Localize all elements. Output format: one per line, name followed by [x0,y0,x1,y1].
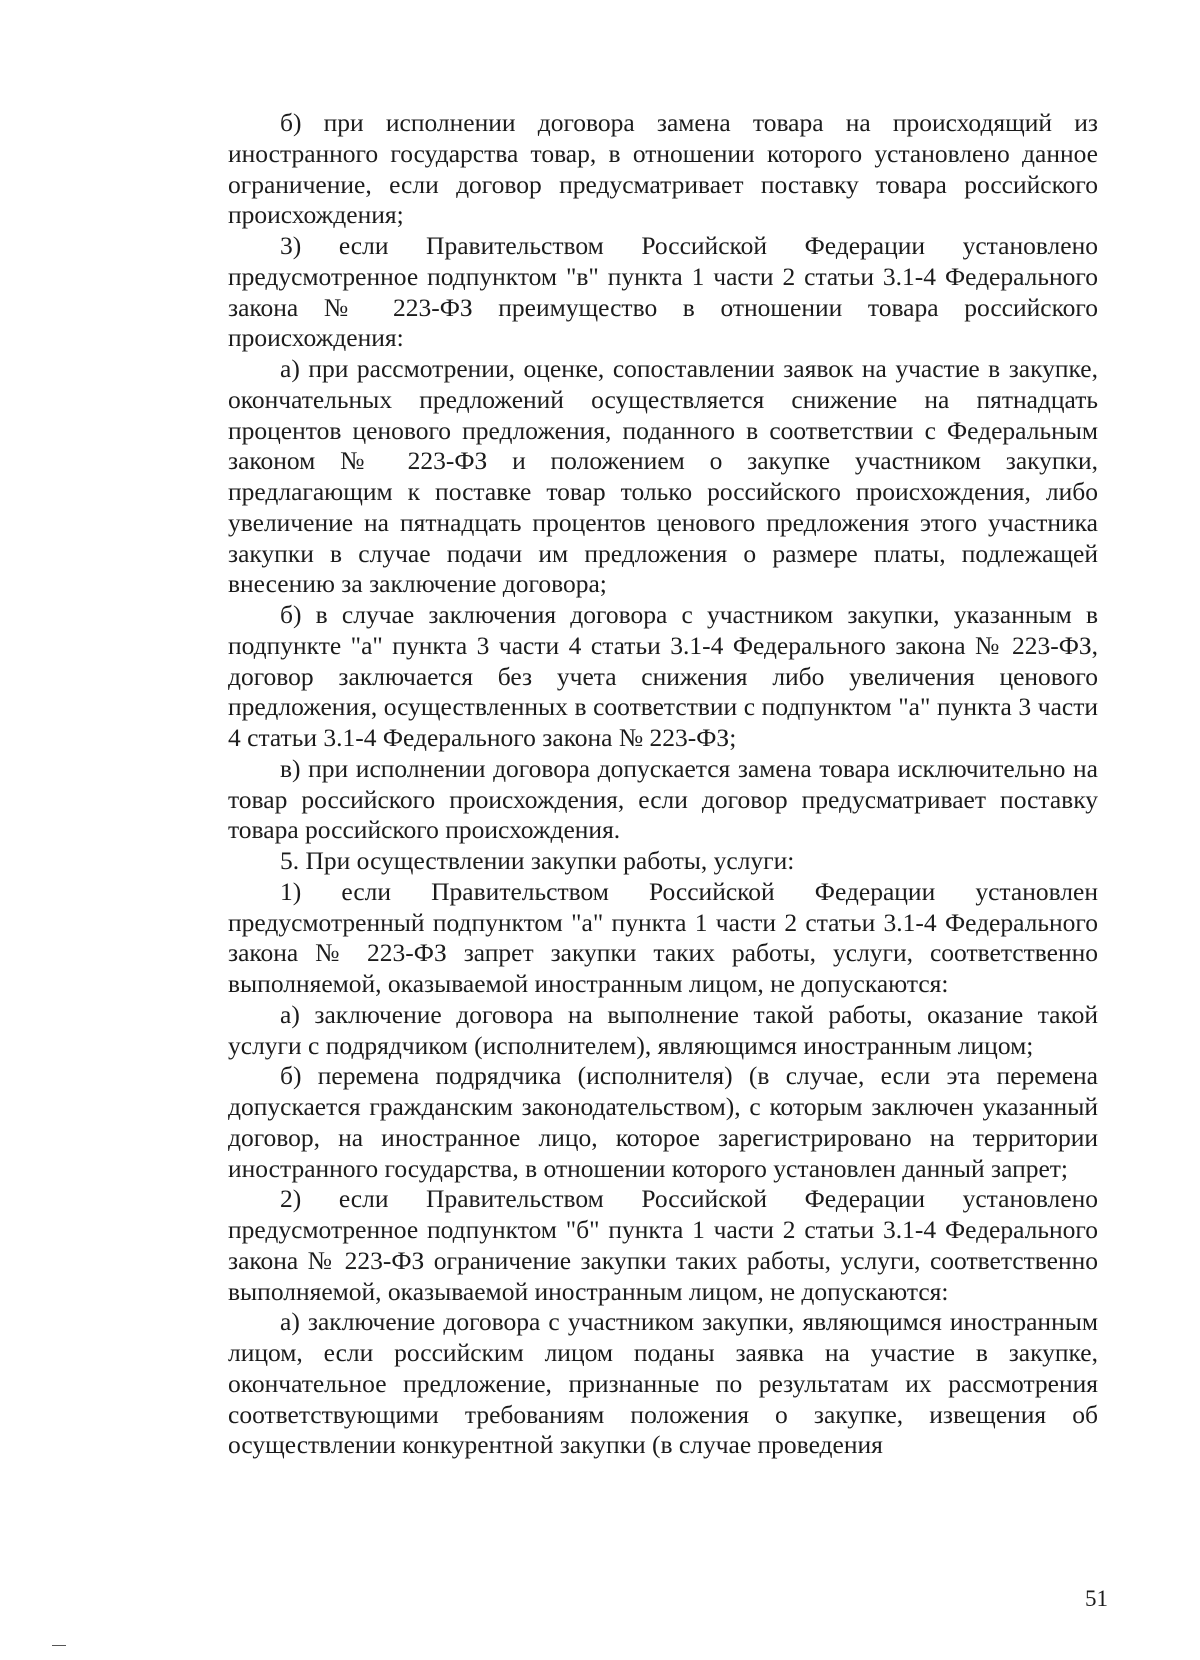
paragraph-goods-replacement-russian: в) при исполнении договора допускается замена товара исключительно на товар российского происхождения, если договор предусматривает поставку товара российского происхождения. [228,753,1098,845]
paragraph-section-5-heading: 5. При осуществлении закупки работы, услуги: [280,846,795,875]
scan-artifact-mark [52,1645,66,1646]
paragraph-goods-replacement-foreign: б) при исполнении договора замена товара на происходящий из иностранного государства товар, в отношении которого установлено данное ограничение, если договор предусматривает поставку товара российского происхождения; [228,108,1098,230]
paragraph-contract-conclusion: б) в случае заключения договора с участником закупки, указанным в подпункте "а" пункта 3 части 4 статьи 3.1-4 Федерального закона № 223-ФЗ, договор заключается без учета снижения либо увеличения ценового предложения, осуществленных в соответствии с подпунктом "а" пункта 3 части 4 статьи 3.1-4 Федерального закона № 223-ФЗ; [228,600,1098,752]
page-number: 51 [1085,1586,1108,1611]
paragraph-item-2-restriction: 2) если Правительством Российской Федерации установлено предусмотренное подпунктом "б" пункта 1 части 2 статьи 3.1-4 Федерального закона № 223-ФЗ ограничение закупки таких работы, услуги, соответственно выполняемой, оказываемой иностранным лицом, не допускаются: [228,1184,1098,1306]
paragraph-item-1-prohibition: 1) если Правительством Российской Федерации установлен предусмотренный подпунктом "а" пункта 1 части 2 статьи 3.1-4 Федерального закона № 223-ФЗ запрет закупки таких работы, услуги, соответственно выполняемой, оказываемой иностранным лицом, не допускаются: [228,876,1098,998]
paragraph-contract-foreign-participant: а) заключение договора с участником закупки, являющимся иностранным лицом, если российским лицом поданы заявка на участие в закупке, окончательное предложение, признанные по результатам их рассмотрения соответствующими требованиям положения о закупке, извещения об осуществлении конкурентной закупки (в случае проведения [228,1307,1098,1460]
paragraph-contractor-change: б) перемена подрядчика (исполнителя) (в случае, если эта перемена допускается гражданским законодательством), с которым заключен указанный договор, на иностранное лицо, которое зарегистрировано на территории иностранного государства, в отношении которого установлен данный запрет; [228,1061,1098,1183]
paragraph-item-3-preference: 3) если Правительством Российской Федерации установлено предусмотренное подпунктом "в" пункта 1 части 2 статьи 3.1-4 Федерального закона № 223-ФЗ преимущество в отношении товара российского происхождения: [228,231,1098,353]
paragraph-price-reduction: а) при рассмотрении, оценке, сопоставлении заявок на участие в закупке, окончательных предложений осуществляется снижение на пятнадцать процентов ценового предложения, поданного в соответствии с Федеральным законом № 223-ФЗ и положением о закупке участником закупки, предлагающим к поставке товар только российского происхождения, либо увеличение на пятнадцать процентов ценового предложения этого участника закупки в случае подачи им предложения о размере платы, подлежащей внесению за заключение договора; [228,354,1098,599]
paragraph-contract-foreign-contractor: а) заключение договора на выполнение такой работы, оказание такой услуги с подрядчиком (исполнителем), являющимся иностранным лицом; [228,999,1098,1060]
document-body [228,108,1098,1461]
